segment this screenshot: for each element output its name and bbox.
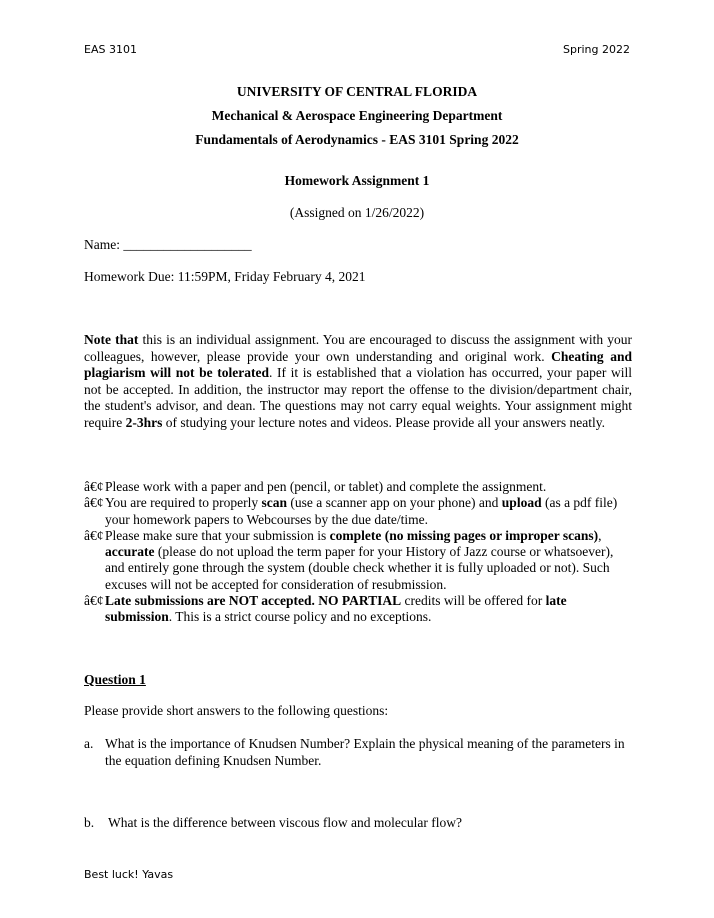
question-b-label: b. [84, 815, 95, 830]
note-paragraph: Note that this is an individual assignment. You are encouraged to discuss the assignment with your colleagues, however, please provide your own understanding and original work. Cheating and plagiarism will not be tolerated. If it is established that a violation has occurred, your paper will not be accepted. In addition, the instructor may report the offense to the division/department chair, the student's advisor, and dean. The questions may not carry equal weights. Your assignment might require 2-3hrs of studying your lecture notes and videos. Please provide all your answers neatly. [84, 332, 632, 430]
instructions-list [84, 479, 632, 626]
department-title: Mechanical & Aerospace Engineering Department [211, 108, 503, 123]
university-title: UNIVERSITY OF CENTRAL FLORIDA [236, 84, 478, 99]
question-a [84, 735, 632, 769]
question-a-label: a. [84, 736, 94, 751]
question-heading: Question 1 [84, 672, 146, 687]
assignment-title: Homework Assignment 1 [284, 173, 430, 188]
question-a-text: What is the importance of Knudsen Number? Explain the physical meaning of the parameters in the equation defining Knudsen Number. [105, 736, 625, 768]
header-term: Spring 2022 [563, 43, 630, 56]
list-item: â€¢ Please make sure that your submission is complete (no missing pages or improper scans), accurate (please do not upload the term paper for your History of Jazz course or whatsoever), and entirely gone through the system (double check whether it is fully uploaded or not). Such excuses will not be accepted for consideration of resubmission. [84, 527, 614, 592]
list-item: â€¢ Please work with a paper and pen (pencil, or tablet) and complete the assignment. [84, 479, 547, 494]
list-item: â€¢ Late submissions are NOT accepted. NO PARTIAL credits will be offered for late submission. This is a strict course policy and no exceptions. [84, 593, 567, 625]
note-lead: Note that [84, 332, 139, 347]
header-course-code: EAS 3101 [84, 43, 137, 56]
bullet-marker: â€¢ [84, 593, 104, 609]
course-title: Fundamentals of Aerodynamics - EAS 3101 Spring 2022 [195, 132, 519, 147]
question-intro: Please provide short answers to the following questions: [84, 703, 389, 718]
question-b [84, 815, 462, 831]
bullet-marker: â€¢ [84, 527, 104, 543]
cheating-warning: Cheating and plagiarism will not be tolerated [84, 348, 632, 380]
question-b-text: What is the difference between viscous flow and molecular flow? [108, 815, 462, 830]
list-item: â€¢ You are required to properly scan (use a scanner app on your phone) and upload (as a pdf file) your homework papers to Webcourses by the due date/time. [84, 495, 618, 527]
time-estimate: 2-3hrs [125, 414, 163, 430]
name-line: Name: ___________________ [84, 237, 252, 252]
bullet-marker: â€¢ [84, 495, 104, 511]
bullet-marker: â€¢ [84, 479, 104, 494]
assigned-date: (Assigned on 1/26/2022) [289, 205, 425, 220]
due-date: Homework Due: 11:59PM, Friday February 4, 2021 [84, 269, 366, 284]
footer-note: Best luck! Yavas [84, 868, 174, 881]
